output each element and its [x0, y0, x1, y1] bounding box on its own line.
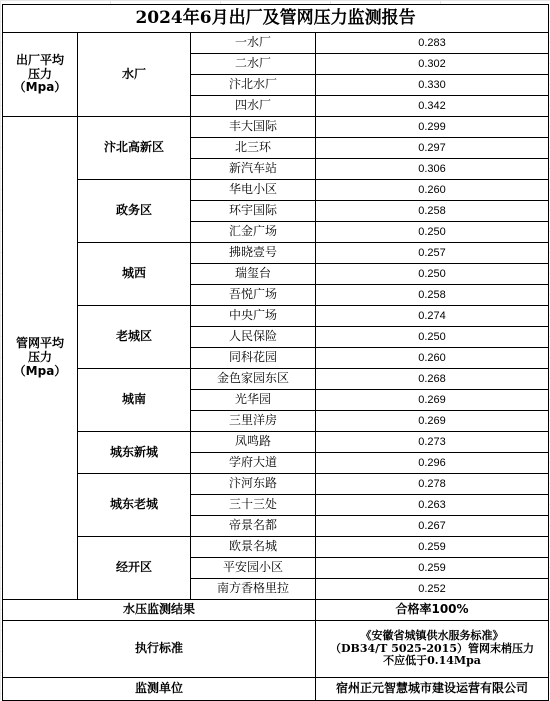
table-row: [3, 369, 549, 390]
district-name-cell: 政务区: [78, 180, 191, 243]
site-name-cell: 吾悦广场: [191, 285, 316, 306]
site-name-cell: 三里洋房: [191, 411, 316, 432]
pressure-value-cell: 0.299: [316, 117, 549, 138]
site-name-cell: 光华园: [191, 390, 316, 411]
pressure-value-cell: 0.257: [316, 243, 549, 264]
pressure-value-cell: 0.269: [316, 390, 549, 411]
result-row: [3, 600, 549, 621]
pressure-value-cell: 0.250: [316, 327, 549, 348]
site-name-cell: 拂晓壹号: [191, 243, 316, 264]
standard-line: 《安徽省城镇供水服务标准》: [360, 629, 504, 643]
district-name-cell: 汴北高新区: [78, 117, 191, 180]
district-name-cell: 城东老城: [78, 474, 191, 537]
site-name-cell: 南方香格里拉: [191, 579, 316, 600]
district-name-cell: 城东新城: [78, 432, 191, 474]
pressure-value-cell: 0.269: [316, 411, 549, 432]
table-row: [3, 180, 549, 201]
unit-label: 监测单位: [3, 678, 316, 701]
site-name-cell: 汴北水厂: [191, 75, 316, 96]
pressure-report-table: [2, 4, 549, 701]
table-row: [3, 243, 549, 264]
district-name-cell: 经开区: [78, 537, 191, 600]
pressure-value-cell: 0.263: [316, 495, 549, 516]
table-row: [3, 432, 549, 453]
table-row: [3, 33, 549, 54]
unit-value: 宿州正元智慧城市建设运营有限公司: [316, 678, 549, 701]
table-row: [3, 306, 549, 327]
site-name-cell: 帝景名都: [191, 516, 316, 537]
pressure-value-cell: 0.273: [316, 432, 549, 453]
table-row: [3, 117, 549, 138]
site-name-cell: 学府大道: [191, 453, 316, 474]
site-name-cell: 华电小区: [191, 180, 316, 201]
site-name-cell: 金色家园东区: [191, 369, 316, 390]
pressure-value-cell: 0.250: [316, 264, 549, 285]
network-category-cell: [3, 117, 78, 600]
pressure-value-cell: 0.252: [316, 579, 549, 600]
site-name-cell: 中央广场: [191, 306, 316, 327]
pressure-value-cell: 0.259: [316, 537, 549, 558]
table-row: [3, 537, 549, 558]
site-name-cell: 三十三处: [191, 495, 316, 516]
site-name-cell: 四水厂: [191, 96, 316, 117]
category-line: 管网平均: [15, 336, 64, 351]
result-value: 合格率100%: [316, 600, 549, 621]
pressure-value-cell: 0.274: [316, 306, 549, 327]
pressure-value-cell: 0.296: [316, 453, 549, 474]
factory-category-cell: [3, 33, 78, 117]
pressure-value-cell: 0.258: [316, 285, 549, 306]
site-name-cell: 汇金广场: [191, 222, 316, 243]
pressure-value-cell: 0.283: [316, 33, 549, 54]
pressure-value-cell: 0.258: [316, 201, 549, 222]
site-name-cell: 汴河东路: [191, 474, 316, 495]
pressure-value-cell: 0.306: [316, 159, 549, 180]
pressure-value-cell: 0.302: [316, 54, 549, 75]
category-line: 压力: [27, 350, 52, 365]
district-name-cell: 城西: [78, 243, 191, 306]
category-line: 出厂平均: [15, 52, 64, 67]
site-name-cell: 环宇国际: [191, 201, 316, 222]
pressure-value-cell: 0.278: [316, 474, 549, 495]
site-name-cell: 平安园小区: [191, 558, 316, 579]
site-name-cell: 北三环: [191, 138, 316, 159]
category-line: （Mpa）: [13, 363, 67, 378]
site-name-cell: 二水厂: [191, 54, 316, 75]
site-name-cell: 新汽车站: [191, 159, 316, 180]
site-name-cell: 丰大国际: [191, 117, 316, 138]
table-row: [3, 474, 549, 495]
pressure-value-cell: 0.260: [316, 348, 549, 369]
category-line: （Mpa）: [13, 80, 67, 95]
factory-group-cell: 水厂: [78, 33, 191, 117]
pressure-value-cell: 0.342: [316, 96, 549, 117]
site-name-cell: 一水厂: [191, 33, 316, 54]
report-title: 2024年6月出厂及管网压力监测报告: [3, 5, 549, 33]
pressure-value-cell: 0.267: [316, 516, 549, 537]
pressure-value-cell: 0.260: [316, 180, 549, 201]
pressure-value-cell: 0.268: [316, 369, 549, 390]
category-line: 压力: [27, 66, 52, 81]
pressure-value-cell: 0.297: [316, 138, 549, 159]
result-label: 水压监测结果: [3, 600, 316, 621]
site-name-cell: 同科花园: [191, 348, 316, 369]
pressure-value-cell: 0.330: [316, 75, 549, 96]
unit-row: [3, 678, 549, 701]
standard-label: 执行标准: [3, 621, 316, 678]
standard-value: [316, 621, 549, 678]
site-name-cell: 人民保险: [191, 327, 316, 348]
site-name-cell: 凤鸣路: [191, 432, 316, 453]
pressure-value-cell: 0.259: [316, 558, 549, 579]
district-name-cell: 城南: [78, 369, 191, 432]
site-name-cell: 欧景名城: [191, 537, 316, 558]
site-name-cell: 瑞玺台: [191, 264, 316, 285]
standard-line: 不应低于0.14Mpa: [383, 654, 481, 668]
pressure-value-cell: 0.250: [316, 222, 549, 243]
standard-line: （DB34/T 5025-2015）管网末梢压力: [330, 641, 534, 655]
standard-row: [3, 621, 549, 678]
district-name-cell: 老城区: [78, 306, 191, 369]
